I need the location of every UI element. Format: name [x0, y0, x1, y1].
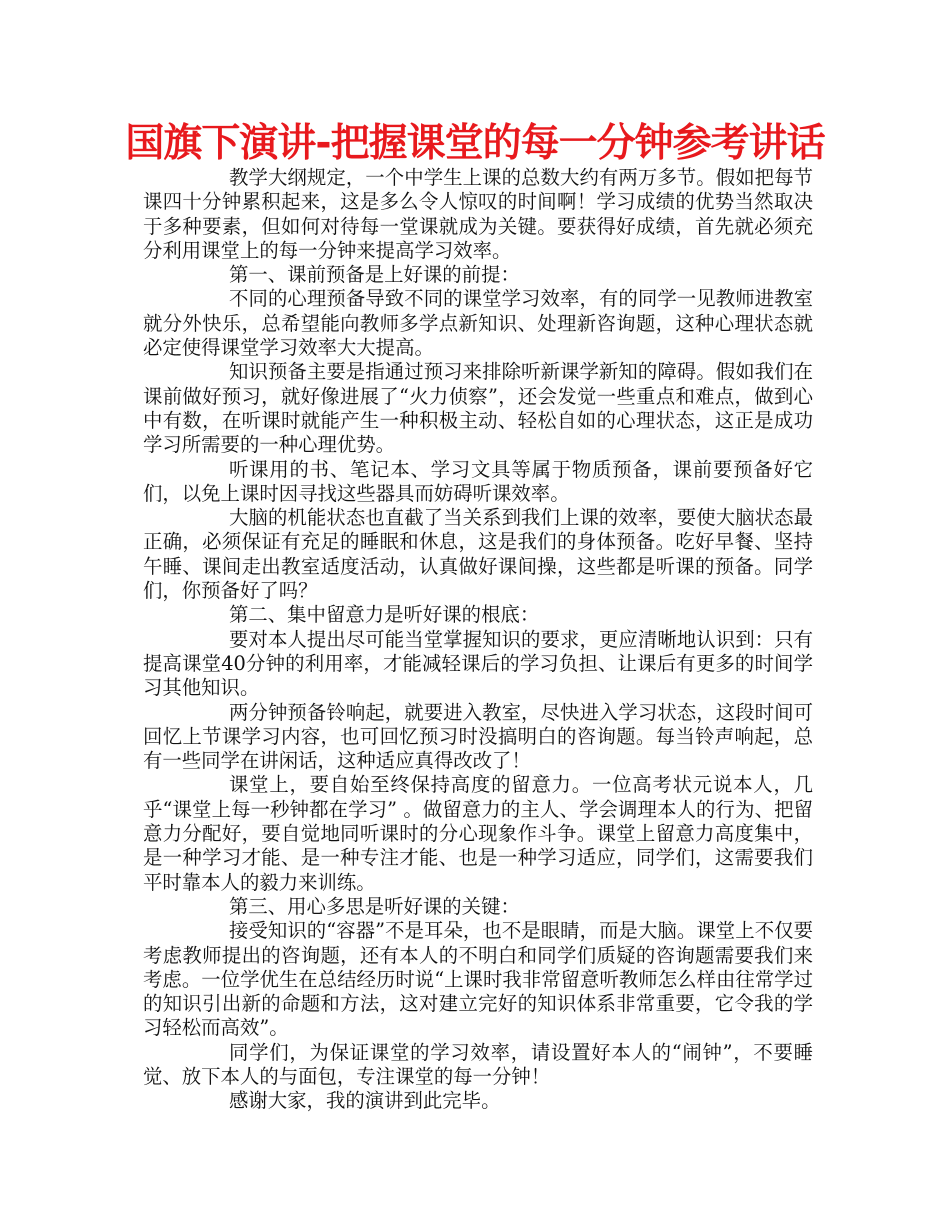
- paragraph: 课堂上，要自始至终保持高度的留意力。一位高考状元说本人，几乎“课堂上每一秒钟都在学习” 。做留意力的主人、学会调理本人的行为、把留意力分配好，要自觉地同听课时的分心现象作斗争。课堂上留意力高度集中，是一种学习才能、是一种专注才能、也是一种学习适应，同学们，这需要我们平时靠本人的毅力来训练。: [143, 773, 813, 894]
- paragraph: 要对本人提出尽可能当堂掌握知识的要求，更应清晰地认识到：只有提高课堂40分钟的利用率，才能减轻课后的学习负担、让课后有更多的时间学习其他知识。: [143, 627, 813, 700]
- paragraph: 大脑的机能状态也直截了当关系到我们上课的效率，要使大脑状态最正确，必须保证有充足的睡眠和休息，这是我们的身体预备。吃好早餐、坚持午睡、课间走出教室适度活动，认真做好课间操，这些都是听课的预备。同学们，你预备好了吗？: [143, 506, 813, 603]
- paragraph: 接受知识的“容器”不是耳朵，也不是眼睛，而是大脑。课堂上不仅要考虑教师提出的咨询题，还有本人的不明白和同学们质疑的咨询题需要我们来考虑。一位学优生在总结经历时说“上课时我非常留意听教师怎么样由往常学过的知识引出新的命题和方法，这对建立完好的知识体系非常重要，它令我的学习轻松而高效”。: [143, 919, 813, 1040]
- document-body: [143, 166, 813, 1114]
- document-title: 国旗下演讲-把握课堂的每一分钟参考讲话: [125, 121, 825, 166]
- paragraph: 同学们，为保证课堂的学习效率，请设置好本人的“闹钟”，不要睡觉、放下本人的与面包，专注课堂的每一分钟！: [143, 1040, 813, 1088]
- paragraph: 两分钟预备铃响起，就要进入教室，尽快进入学习状态，这段时间可回忆上节课学习内容，也可回忆预习时没搞明白的咨询题。每当铃声响起，总有一些同学在讲闲话，这种适应真得改改了！: [143, 700, 813, 773]
- section-heading: 第二、集中留意力是听好课的根底：: [229, 603, 540, 627]
- paragraph: 听课用的书、笔记本、学习文具等属于物质预备，课前要预备好它们，以免上课时因寻找这些器具而妨碍听课效率。: [143, 457, 813, 505]
- paragraph: 知识预备主要是指通过预习来排除听新课学新知的障碍。假如我们在课前做好预习，就好像进展了“火力侦察”，还会发觉一些重点和难点，做到心中有数，在听课时就能产生一种积极主动、轻松自如的心理状态，这正是成功学习所需要的一种心理优势。: [143, 360, 813, 457]
- section-heading: 第一、课前预备是上好课的前提：: [229, 263, 520, 287]
- paragraph: 不同的心理预备导致不同的课堂学习效率，有的同学一见教师进教室就分外快乐，总希望能向教师多学点新知识、处理新咨询题，这种心理状态就必定使得课堂学习效率大大提高。: [143, 287, 813, 360]
- paragraph: 教学大纲规定，一个中学生上课的总数大约有两万多节。假如把每节课四十分钟累积起来，这是多么令人惊叹的时间啊！学习成绩的优势当然取决于多种要素，但如何对待每一堂课就成为关键。要获得好成绩，首先就必须充分利用课堂上的每一分钟来提高学习效率。: [143, 166, 813, 262]
- closing-paragraph: 感谢大家，我的演讲到此完毕。: [229, 1089, 501, 1113]
- section-heading: 第三、用心多思是听好课的关键：: [229, 894, 520, 918]
